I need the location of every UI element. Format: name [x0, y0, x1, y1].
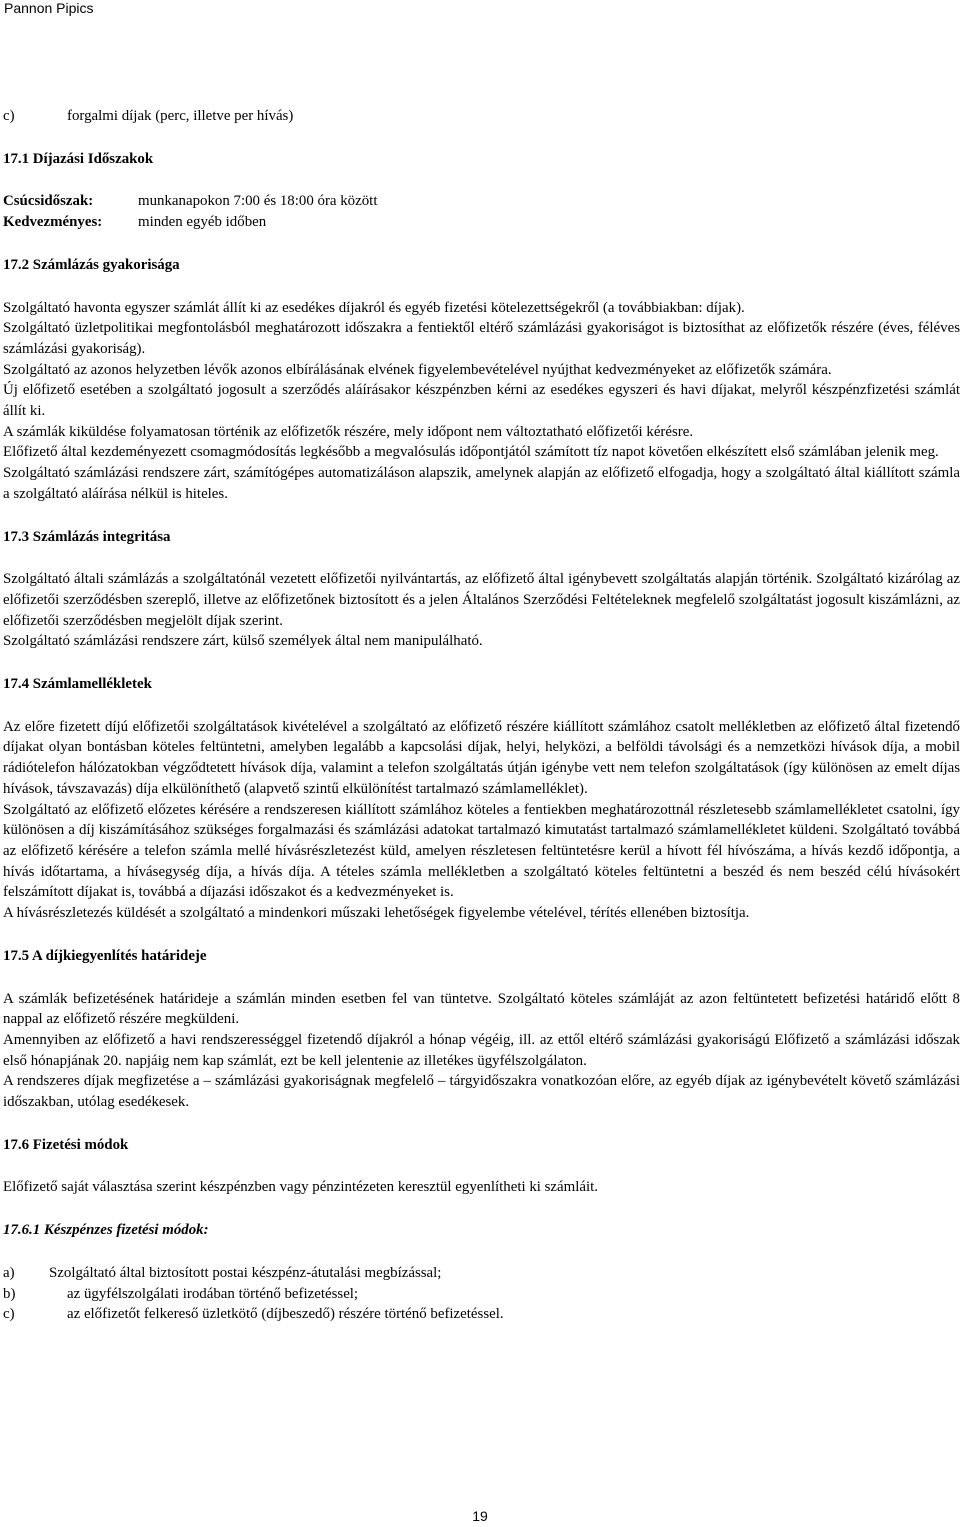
- section-heading-17-1: 17.1 Díjazási Időszakok: [3, 150, 154, 167]
- section-heading-17-2: 17.2 Számlázás gyakorisága: [3, 256, 180, 273]
- section-heading-17-6-1: 17.6.1 Készpénzes fizetési módok:: [3, 1222, 209, 1239]
- paragraph: A számlák kiküldése folyamatosan történik az előfizetők részére, mely időpont nem változtatható előfizetői kérésre.: [3, 423, 694, 440]
- section-heading-17-5: 17.5 A díjkiegyenlítés határideje: [3, 947, 207, 964]
- list-marker: b): [3, 1285, 16, 1302]
- list-text: Szolgáltató által biztosított postai készpénz-átutalási megbízással;: [49, 1264, 442, 1281]
- header-title: Pannon Pipics: [4, 0, 94, 16]
- paragraph: Előfizető által kezdeményezett csomagmódosítás legkésőbb a megvalósulás időpontjától számított tíz napot követően elkészített első számlában jelenik meg.: [3, 444, 939, 461]
- paragraph: Előfizető saját választása szerint készpénzben vagy pénzintézeten keresztül egyenlítheti ki számláit.: [3, 1179, 598, 1196]
- list-item: [3, 106, 960, 127]
- paragraph: A hívásrészletezés küldését a szolgáltató a mindenkori műszaki lehetőségek figyelembe vételével, térítés ellenében biztosítja.: [3, 905, 750, 922]
- list-marker: a): [3, 1264, 15, 1281]
- paragraph: Szolgáltató számlázási rendszere zárt, számítógépes automatizáláson alapszik, amelynek alapján az előfizető elfogadja, hogy a szolgáltató által kiállított számla a szolgáltató aláírása nélkül is hiteles.: [3, 465, 960, 502]
- paragraph: Szolgáltató az előfizető előzetes kérésére a rendszeresen kiállított számlához köteles a fentiekben meghatározottnál részletesebb számlamellékletet csatolni, így különösen a díj kiszámításához szükséges forgalmazási és számlázási adatokat tartalmazó kimutatást tartalmazó számlamellékletet küldeni. Szolgáltató továbbá az előfizető kérésére a telefon számla mellé hívásrészletezést küld, amelyen részletesen feltüntetésre kerül a hívott fél hívószáma, a hívás kezdő időpontja, a hívás időtartama, a hívásegység díja, a hívás díja. A tételes számla mellékletben a szolgáltató köteles feltüntetni a beszéd és nem beszéd célú hívásokért felszámított díjakat is, továbbá a díjazási időszakot és a kedvezményeket is.: [3, 801, 960, 901]
- peak-text: munkanapokon 7:00 és 18:00 óra között: [138, 193, 378, 210]
- offpeak-text: minden egyéb időben: [138, 214, 267, 231]
- paragraph: Szolgáltató az azonos helyzetben lévők azonos elbírálásának elvének figyelembevételével nyújthat kedvezményeket az előfizetők számára.: [3, 361, 832, 378]
- list-text: forgalmi díjak (perc, illetve per hívás): [67, 108, 294, 124]
- page-number: 19: [472, 1508, 488, 1524]
- paragraph: Amennyiben az előfizető a havi rendszerességgel fizetendő díjakról a hónap végéig, ill. az ettől eltérő számlázási gyakoriságú Előfizető a számlázási időszak első hónapjának 20. napjáig nem kap számlát, ezt be kell jelentenie az illetékes ügyfélszolgálaton.: [3, 1031, 960, 1069]
- offpeak-period-row: [3, 212, 960, 233]
- paragraph: Szolgáltató üzletpolitikai megfontolásból meghatározott időszakra a fentiektől eltérő számlázási gyakoriságot is biztosíthat az előfizetők részére (éves, féléves számlázási gyakoriság).: [3, 320, 960, 357]
- list-text: az ügyfélszolgálati irodában történő befizetéssel;: [67, 1285, 359, 1302]
- peak-label: Csúcsidőszak:: [3, 193, 94, 210]
- section-heading-17-3: 17.3 Számlázás integritása: [3, 528, 171, 545]
- list-marker: c): [3, 1306, 15, 1323]
- paragraph: Az előre fizetett díjú előfizetői szolgáltatások kivételével a szolgáltató az előfizető részére kiállított számlához csatolt mellékletben az előfizető által fizetendő díjakat olyan bontásban köteles feltüntetni, amelyben legalább a kapcsolási díjak, helyi, helyközi, a belföldi távolsági és a nemzetközi hívások díja, a mobil rádiótelefon hálózatokban végződtetett hívások díja, valamint a telefon szolgáltatás útján igénybe vett nem telefon szolgáltatások (így különösen az emelt díjas hívások, távszavazás) díja elkülöníthető (alapvető szintű elkülönítést tartalmazó számlamelléklet).: [3, 718, 960, 797]
- paragraph: Szolgáltató havonta egyszer számlát állít ki az esedékes díjakról és egyéb fizetési kötelezettségekről (a továbbiakban: díjak).: [3, 299, 745, 316]
- offpeak-label: Kedvezményes:: [3, 214, 103, 231]
- list-item: [3, 1263, 960, 1284]
- section-heading-17-4: 17.4 Számlamellékletek: [3, 676, 152, 693]
- paragraph: A számlák befizetésének határideje a számlán minden esetben fel van tüntetve. Szolgáltató köteles számláját az azon feltüntetett befizetési határidő előtt 8 nappal az előfizető részére megküldeni.: [3, 990, 960, 1028]
- paragraph: Új előfizető esetében a szolgáltató jogosult a szerződés aláírásakor készpénzben kérni az esedékes egyszeri és havi díjakat, melyről készpénzfizetési számlát állít ki.: [3, 382, 960, 420]
- list-item: [3, 1284, 960, 1305]
- section-heading-17-6: 17.6 Fizetési módok: [3, 1136, 129, 1153]
- paragraph: Szolgáltató számlázási rendszere zárt, külső személyek által nem manipulálható.: [3, 633, 483, 650]
- list-marker: c): [3, 108, 15, 124]
- list-item: [3, 1304, 960, 1325]
- list-text: az előfizetőt felkereső üzletkötő (díjbeszedő) részére történő befizetéssel.: [67, 1306, 504, 1323]
- peak-period-row: [3, 191, 960, 212]
- paragraph: Szolgáltató általi számlázás a szolgáltatónál vezetett előfizetői nyilvántartás, az előfizető által igénybevett szolgáltatás alapján történik. Szolgáltató kizárólag az előfizetői szerződésben szereplő, illetve az előfizetőnek biztosított és a jelen Általános Szerződési Feltételeknek megfelelő szolgáltatást jogosult kiszámlázni, az előfizetői szerződésben megjelölt díjak szerint.: [3, 571, 960, 629]
- document-body: [3, 106, 960, 1325]
- paragraph: A rendszeres díjak megfizetése a – számlázási gyakoriságnak megfelelő – tárgyidőszakra vonatkozóan előre, az egyéb díjak az igénybevételt követő számlázási időszakban, utólag esedékesek.: [3, 1073, 960, 1111]
